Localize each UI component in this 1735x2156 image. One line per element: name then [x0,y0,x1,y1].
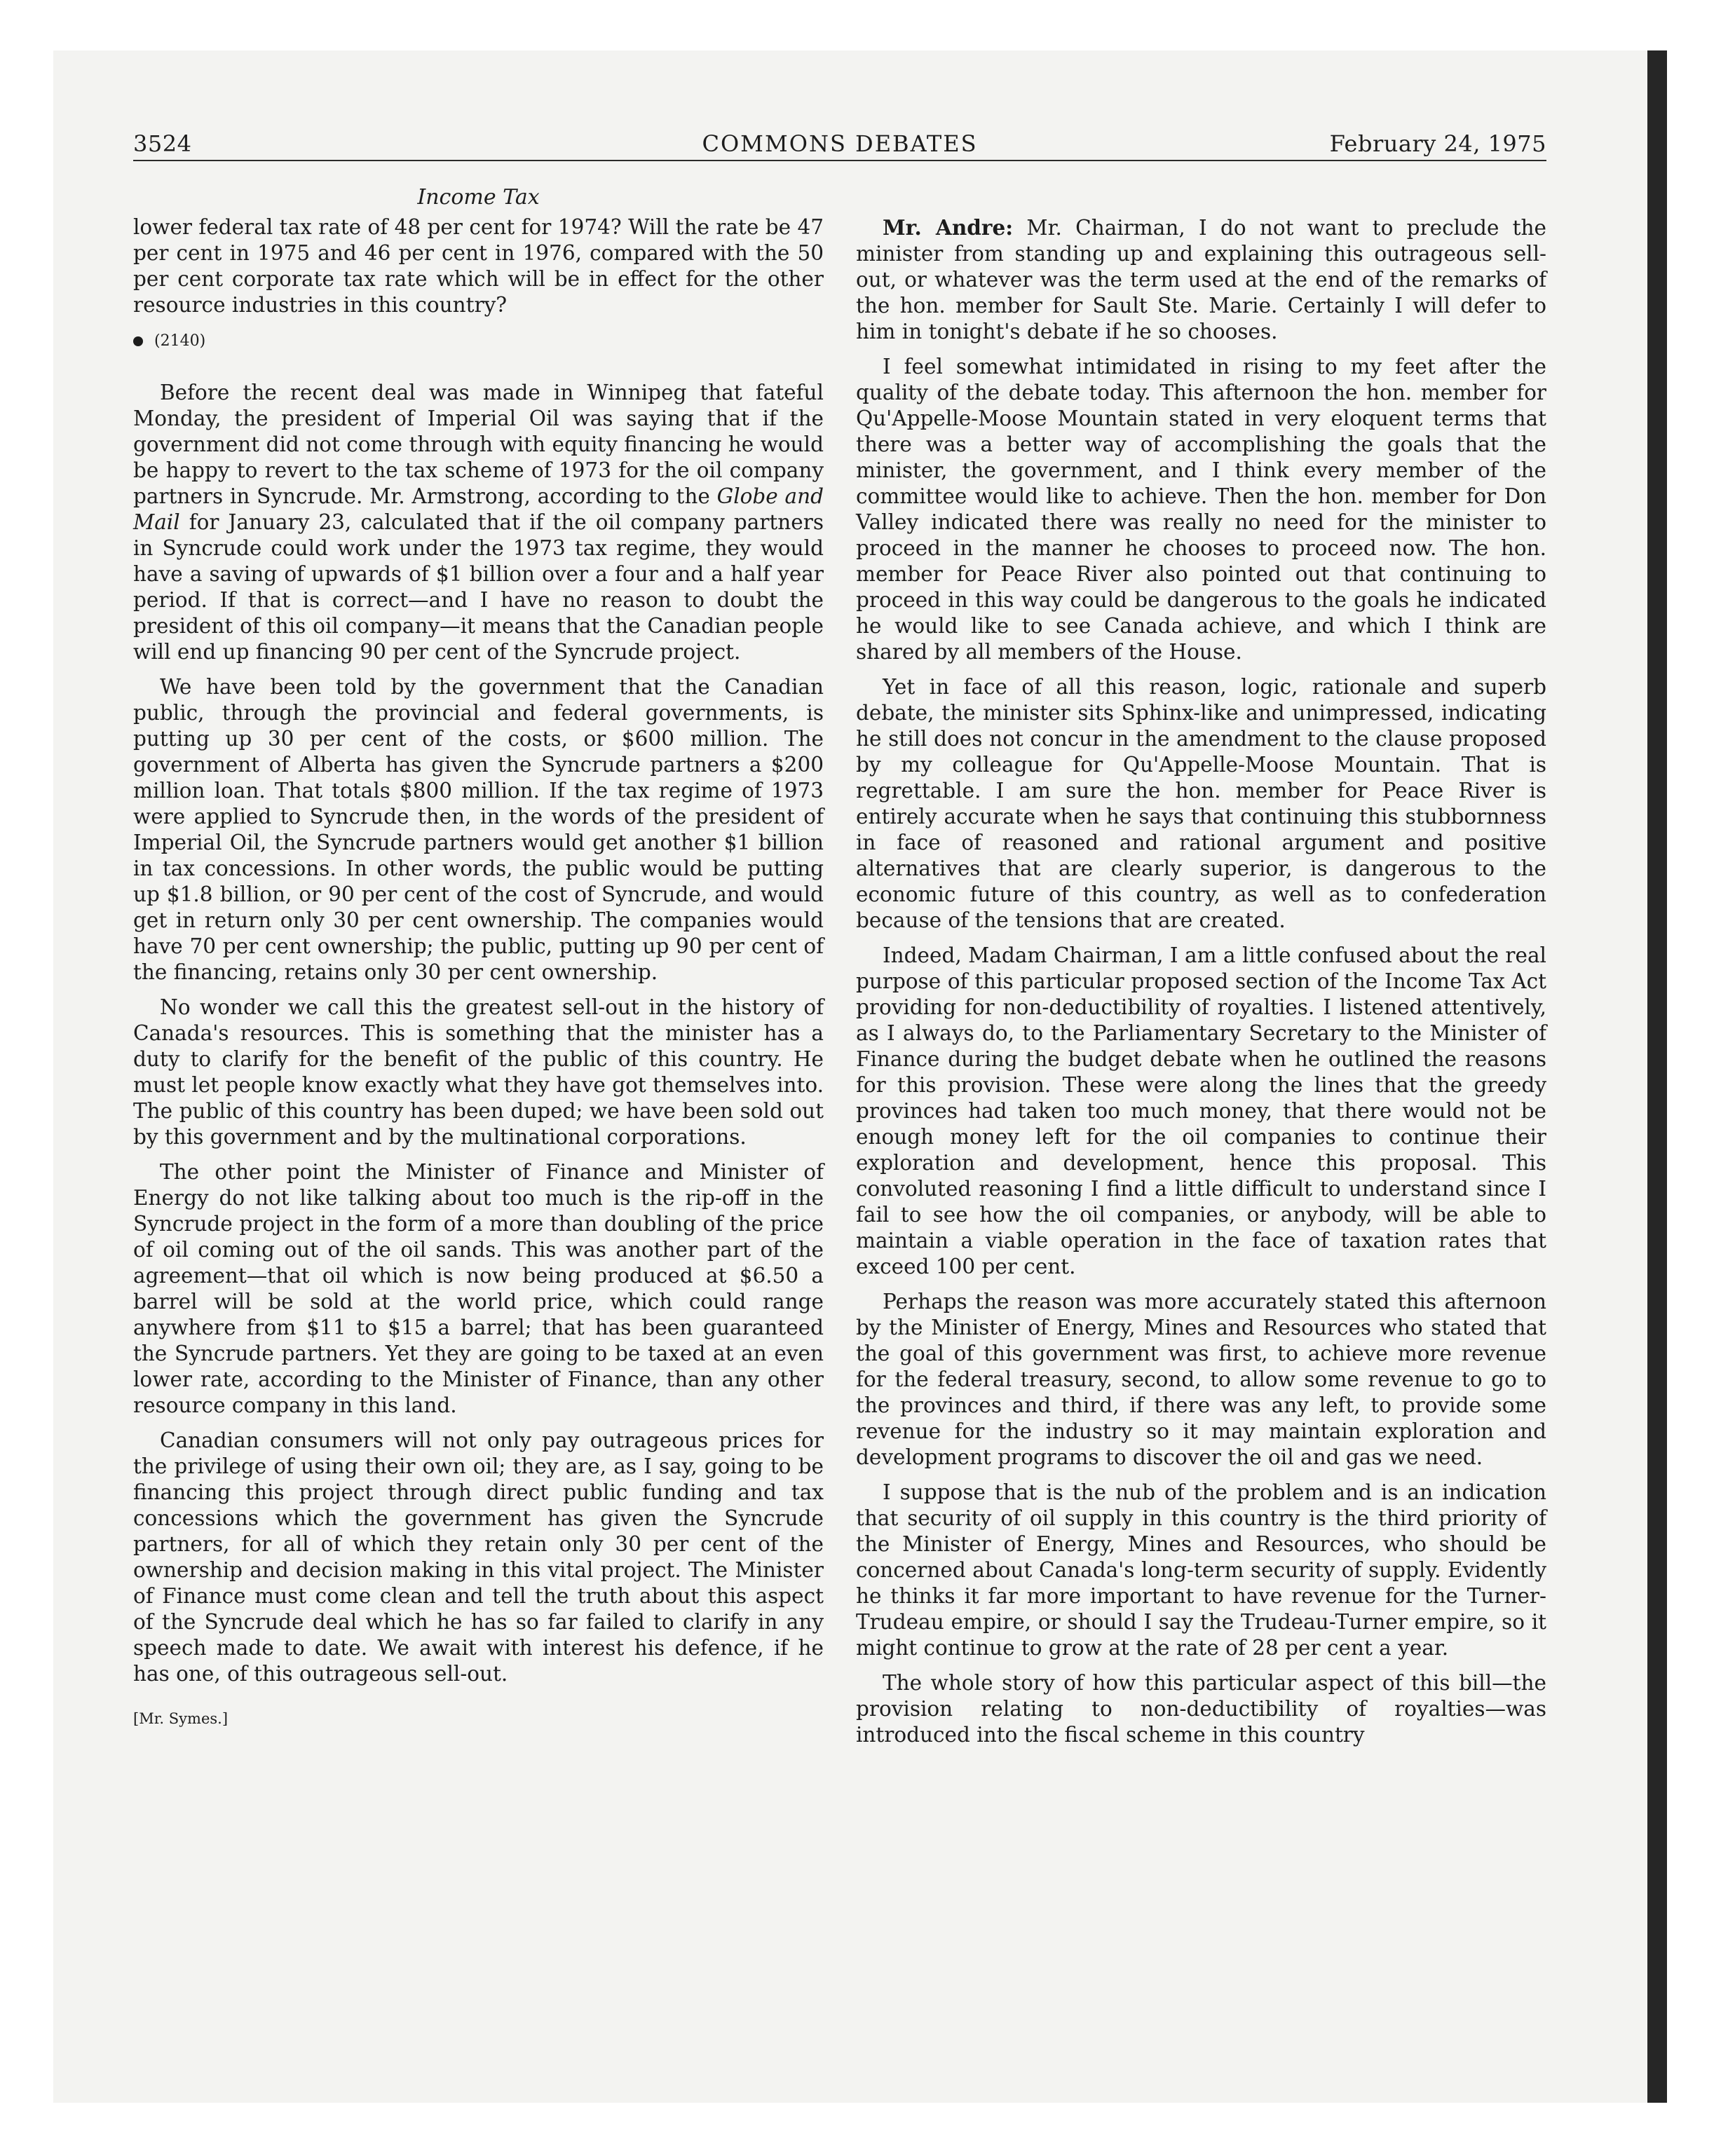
page-date: February 24, 1975 [1329,130,1546,157]
scan-edge-shadow [1647,50,1667,2103]
right-column [856,214,1546,1757]
paragraph: Yet in face of all this reason, logic, rationale and superb debate, the minister sits Sphinx-like and unimpressed, indicating he still does not concur in the amendment to the clause proposed by my colleague for Qu'Appelle-Moose Mountain. That is regrettable. I am sure the hon. member for Peace River is entirely accurate when he says that continuing this stubbornness in face of reasoned and rational argument and positive alternatives that are clearly superior, is dangerous to the economic future of this country, as well as to confederation because of the tensions that are created. [856,675,1546,932]
paragraph: Canadian consumers will not only pay outrageous prices for the privilege of using their own oil; they are, as I say, going to be financing this project through direct public funding and tax concessions which the government has given the Syncrude partners, for all of which they retain only 30 per cent of the ownership and decision making in this vital project. The Minister of Finance must come clean and tell the truth about this aspect of the Syncrude deal which he has so far failed to clarify in any speech made to date. We await with interest his defence, if he has one, of this outrageous sell-out. [133,1428,824,1686]
section-title: Income Tax [417,185,540,210]
time-marker [133,331,824,352]
paragraph [856,214,1546,345]
header-rule [133,160,1546,161]
newspaper-name: Globe and Mail [133,484,824,534]
paragraph: I suppose that is the nub of the problem and is an indication that security of oil supply in this country is the third priority of the Minister of Energy, Mines and Resources, who should be concerned about Canada's long-term security of supply. Evidently he thinks it far more important to have revenue for the Turner-Trudeau empire, or should I say the Trudeau-Turner empire, so it might continue to grow at the rate of 28 per cent a year. [856,1480,1546,1660]
bullet-icon [133,336,143,346]
paragraph [133,380,824,665]
paragraph: We have been told by the government that the Canadian public, through the provincial and federal governments, is putting up 30 per cent of the costs, or $600 million. The government of Alberta has given the Syncrude partners a $200 million loan. That totals $800 million. If the tax regime of 1973 were applied to Syncrude then, in the words of the president of Imperial Oil, the Syncrude partners would get another $1 billion in tax concessions. In other words, the public would be putting up $1.8 billion, or 90 per cent of the cost of Syncrude, and would get in return only 30 per cent ownership. The companies would have 70 per cent ownership; the public, putting up 90 per cent of the financing, retains only 30 per cent ownership. [133,675,824,984]
page-number: 3524 [133,130,192,157]
speaker-name: Mr. Andre: [883,215,1014,240]
paragraph-text: Mr. Chairman, I do not want to preclude the minister from standing up and explaining this outrageous sell-out, or whatever was the term used at the end of the remarks of the hon. member for Sault Ste. Marie. Certainly I will defer to him in tonight's debate if he so chooses. [856,216,1546,343]
time-marker-label: (2140) [154,332,206,350]
paragraph-text: Before the recent deal was made in Winnipeg that fateful Monday, the president of Imperial Oil was saying that if the government did not come through with equity financing he would be happy to revert to the tax scheme of 1973 for the oil company partners in Syncrude. Mr. Armstrong, according to the [133,381,824,508]
left-column [133,214,824,1729]
paragraph: No wonder we call this the greatest sell-out in the history of Canada's resources. This is something that the minister has a duty to clarify for the benefit of the public of this country. He must let people know exactly what they have got themselves into. The public of this country has been duped; we have been sold out by this government and by the multinational corporations. [133,995,824,1149]
paragraph: I feel somewhat intimidated in rising to my feet after the quality of the debate today. This afternoon the hon. member for Qu'Appelle-Moose Mountain stated in very eloquent terms that there was a better way of accomplishing the goals that the minister, the government, and I think every member of the committee would like to achieve. Then the hon. member for Don Valley indicated there was really no need for the minister to proceed in the manner he chooses to proceed now. The hon. member for Peace River also pointed out that continuing to proceed in this way could be dangerous to the goals he indicated he would like to see Canada achieve, and which I think are shared by all members of the House. [856,355,1546,664]
publication-title: COMMONS DEBATES [702,130,978,157]
paragraph: lower federal tax rate of 48 per cent for 1974? Will the rate be 47 per cent in 1975 and 46 per cent in 1976, compared with the 50 per cent corporate tax rate which will be in effect for the other resource industries in this country? [133,215,824,317]
paragraph: The whole story of how this particular aspect of this bill—the provision relating to non-deductibility of royalties—was introduced into the fiscal scheme in this country [856,1671,1546,1747]
speaker-footnote: [Mr. Symes.] [133,1710,229,1727]
paragraph: Perhaps the reason was more accurately stated this afternoon by the Minister of Energy, Mines and Resources who stated that the goal of this government was first, to achieve more revenue for the federal treasury, second, to allow some revenue to go to the provinces and third, if there was any left, to provide some revenue for the industry so it may maintain exploration and development programs to discover the oil and gas we need. [856,1290,1546,1469]
paragraph: Indeed, Madam Chairman, I am a little confused about the real purpose of this particular proposed section of the Income Tax Act providing for non-deductibility of royalties. I listened attentively, as I always do, to the Parliamentary Secretary to the Minister of Finance during the budget debate when he outlined the reasons for this provision. These were along the lines that the greedy provinces had taken too much money, that there would not be enough money left for the oil companies to continue their exploration and development, hence this proposal. This convoluted reasoning I find a little difficult to understand since I fail to see how the oil companies, or anybody, will be able to maintain a viable operation in the face of taxation rates that exceed 100 per cent. [856,943,1546,1278]
paragraph: The other point the Minister of Finance and Minister of Energy do not like talking about too much is the rip-off in the Syncrude project in the form of a more than doubling of the price of oil coming out of the oil sands. This was another part of the agreement—that oil which is now being produced at $6.50 a barrel will be sold at the world price, which could range anywhere from $11 to $15 a barrel; that has been guaranteed the Syncrude partners. Yet they are going to be taxed at an even lower rate, according to the Minister of Finance, than any other resource company in this land. [133,1160,824,1417]
paragraph-text: for January 23, calculated that if the oil company partners in Syncrude could work under the 1973 tax regime, they would have a saving of upwards of $1 billion over a four and a half year period. If that is correct—and I have no reason to doubt the president of this oil company—it means that the Canadian people will end up financing 90 per cent of the Syncrude project. [133,510,824,664]
running-head [133,126,1546,161]
